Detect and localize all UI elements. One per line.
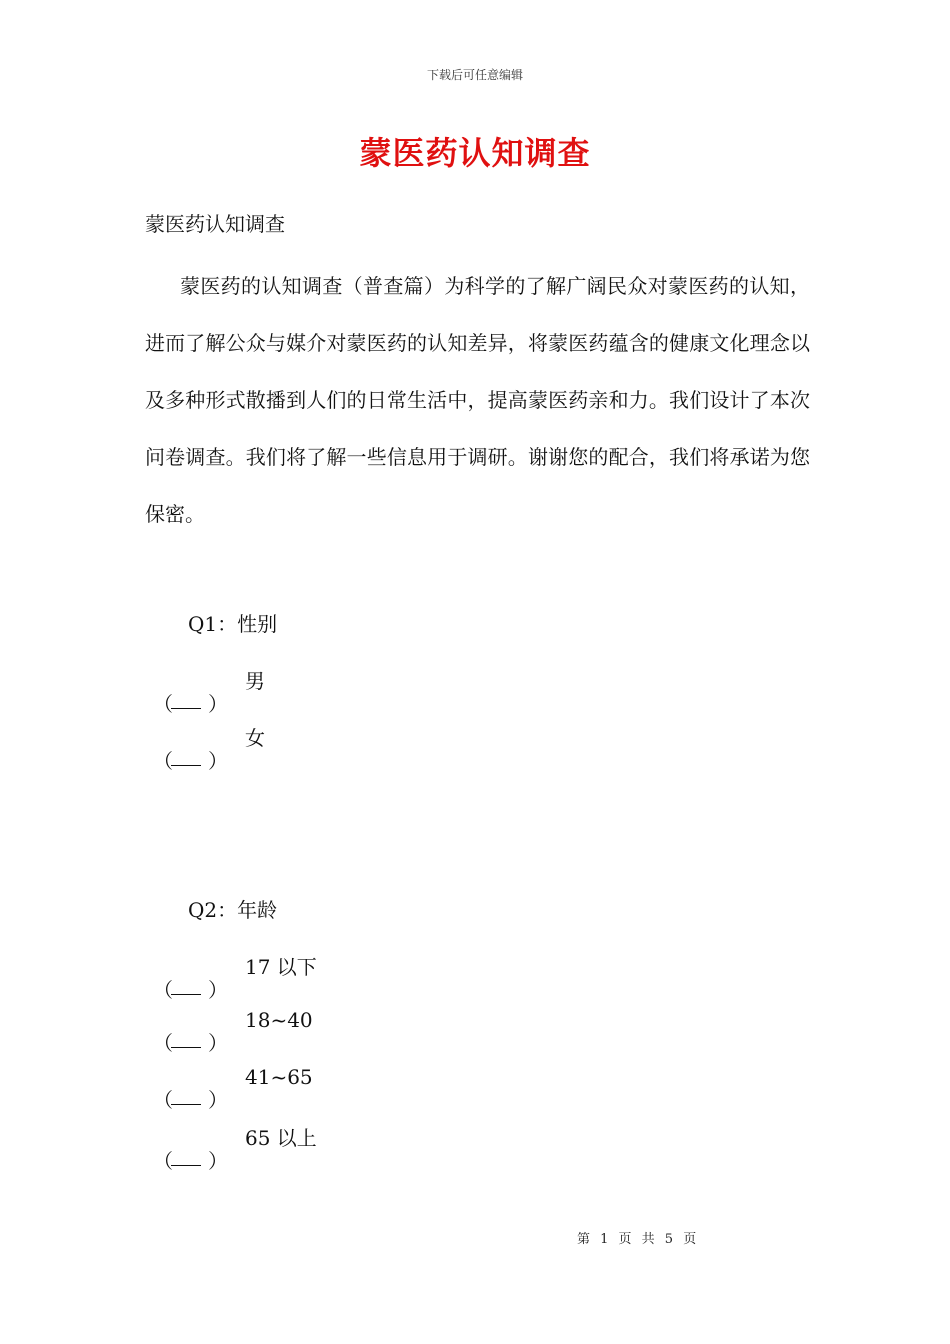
header-note: 下载后可任意编辑 xyxy=(426,68,523,82)
option-row: （ ） 男 xyxy=(153,665,265,695)
option-row: （ ） 17 以下 xyxy=(153,951,317,981)
option-label: 65 以上 xyxy=(245,1126,317,1150)
document-subtitle: 蒙医药认知调查 xyxy=(145,212,285,236)
question-label: Q2：年龄 xyxy=(188,898,278,922)
option-row: （ ） 65 以上 xyxy=(153,1122,317,1152)
option-label: 18~40 xyxy=(245,1008,313,1032)
option-label: 17 以下 xyxy=(245,955,317,979)
option-label: 41~65 xyxy=(245,1065,313,1089)
intro-paragraph: 蒙医药的认知调查（普查篇）为科学的了解广阔民众对蒙医药的认知，进而了解公众与媒介对蒙医药的认知差异，将蒙医药蕴含的健康文化理念以及多种形式散播到人们的日常生活中，提高蒙医药亲和力。我们设计了本次问卷调查。我们将了解一些信息用于调研。谢谢您的配合，我们将承诺为您保密。 xyxy=(145,274,810,526)
option-row: （ ） 女 xyxy=(153,722,265,752)
option-row: （ ） 41~65 xyxy=(153,1065,313,1112)
option-label: 男 xyxy=(245,669,265,693)
option-label: 女 xyxy=(245,726,265,750)
option-row: （ ） 18~40 xyxy=(153,1008,313,1055)
document-title: 蒙医药认知调查 xyxy=(359,134,591,172)
question-label: Q1：性别 xyxy=(188,612,278,636)
page-footer: 第 1 页 共 5 页 xyxy=(577,1232,697,1247)
